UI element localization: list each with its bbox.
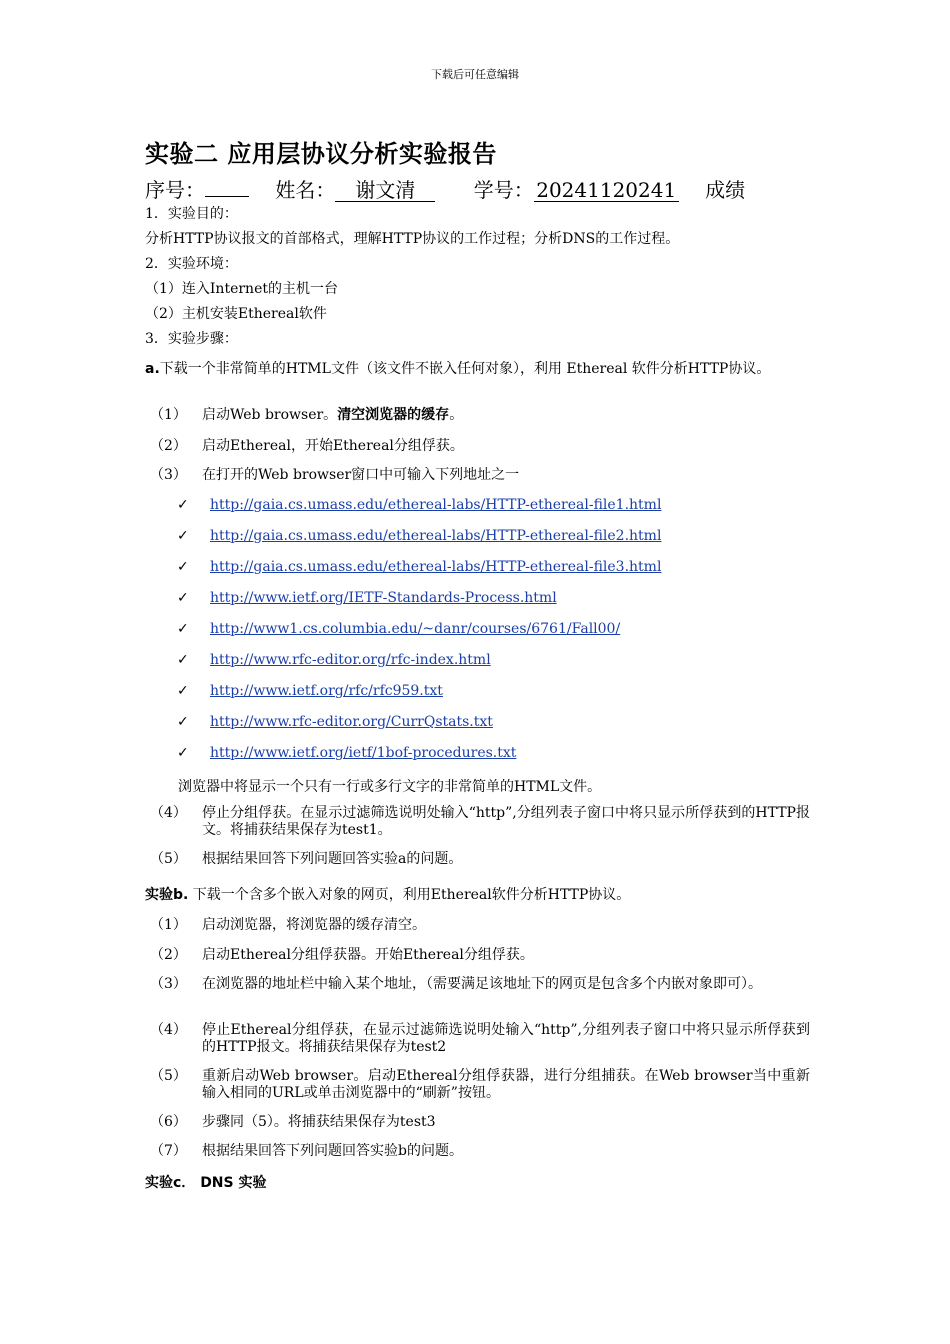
step-number: （2）: [150, 438, 187, 454]
url-link[interactable]: http://www.rfc-editor.org/CurrQstats.txt: [210, 714, 493, 730]
exp-a-step: [150, 805, 810, 839]
checkmark-icon: ✓: [177, 621, 189, 637]
exp-a-step: [150, 438, 810, 455]
exp-b-step: [150, 976, 810, 993]
student-id-label: 学号：: [473, 178, 534, 202]
url-list-item: [177, 590, 557, 606]
step-number: （4）: [150, 805, 187, 821]
student-info-row: [145, 174, 745, 203]
url-link[interactable]: http://www.rfc-editor.org/rfc-index.html: [210, 652, 491, 668]
step-number: （4）: [150, 1022, 187, 1038]
exp-b-step: [150, 1114, 810, 1131]
step-number: （3）: [150, 467, 187, 483]
browser-note: 浏览器中将显示一个只有一行或多行文字的非常简单的HTML文件。: [178, 779, 602, 795]
step-text: 在打开的Web browser窗口中可输入下列地址之一: [202, 467, 520, 483]
exp-a-intro-text: 下载一个非常简单的HTML文件（该文件不嵌入任何对象），利用 Ethereal 软件分析HTTP协议。: [159, 361, 771, 377]
step-text: 根据结果回答下列问题回答实验a的问题。: [202, 851, 463, 867]
exp-b-step: [150, 917, 810, 934]
step-number: （7）: [150, 1143, 187, 1159]
name-label: 姓名：: [275, 178, 336, 202]
step-number: （6）: [150, 1114, 187, 1130]
step-text: 停止分组俘获。在显示过滤筛选说明处输入“http”,分组列表子窗口中将只显示所俘获到的HTTP报文。将捕获结果保存为test1。: [202, 805, 810, 838]
url-list-item: [177, 745, 516, 761]
exp-b-label: 实验b.: [145, 887, 189, 903]
url-list-item: [177, 621, 620, 637]
environment-heading: 2．实验环境：: [145, 256, 238, 272]
exp-b-step: [150, 947, 810, 964]
exp-a-step: [150, 467, 810, 484]
environment-item: （2）主机安装Ethereal软件: [145, 306, 327, 322]
grade-label: 成绩: [705, 178, 746, 202]
url-list-item: [177, 714, 493, 730]
step-text: 启动Ethereal分组俘获器。开始Ethereal分组俘获。: [202, 947, 534, 963]
step-text: 启动Ethereal，开始Ethereal分组俘获。: [202, 438, 464, 454]
environment-item: （1）连入Internet的主机一台: [145, 281, 338, 297]
url-link[interactable]: http://gaia.cs.umass.edu/ethereal-labs/HTTP-ethereal-file1.html: [210, 497, 662, 513]
url-list-item: [177, 497, 661, 513]
url-list-item: [177, 683, 443, 699]
url-link[interactable]: http://gaia.cs.umass.edu/ethereal-labs/HTTP-ethereal-file3.html: [210, 559, 662, 575]
step-number: （1）: [150, 917, 187, 933]
purpose-text: 分析HTTP协议报文的首部格式，理解HTTP协议的工作过程；分析DNS的工作过程。: [145, 231, 680, 247]
page-header: 下载后可任意编辑: [431, 68, 519, 81]
step-number: （5）: [150, 1068, 187, 1084]
seq-label: 序号：: [145, 178, 205, 202]
name-value: 谢文清: [335, 179, 435, 202]
purpose-heading: 1．实验目的：: [145, 206, 238, 222]
checkmark-icon: ✓: [177, 528, 189, 544]
step-number: （3）: [150, 976, 187, 992]
step-number: （5）: [150, 851, 187, 867]
step-text-after: 。: [449, 407, 464, 423]
url-link[interactable]: http://www1.cs.columbia.edu/~danr/courses/6761/Fall00/: [210, 621, 621, 637]
exp-a-step: [150, 851, 810, 868]
checkmark-icon: ✓: [177, 683, 189, 699]
checkmark-icon: ✓: [177, 590, 189, 606]
exp-a-step: [150, 407, 810, 424]
url-link[interactable]: http://www.ietf.org/IETF-Standards-Process.html: [210, 590, 557, 606]
step-text: 根据结果回答下列问题回答实验b的问题。: [202, 1143, 463, 1159]
step-bold-text: 清空浏览器的缓存: [337, 407, 450, 423]
student-id-value: 20241120241: [534, 179, 679, 202]
step-text: 停止Ethereal分组俘获，在显示过滤筛选说明处输入“http”,分组列表子窗口中将只显示所俘获到的HTTP报文。将捕获结果保存为test2: [202, 1022, 810, 1055]
step-number: （2）: [150, 947, 187, 963]
step-number: （1）: [150, 407, 187, 423]
checkmark-icon: ✓: [177, 652, 189, 668]
url-list-item: [177, 652, 491, 668]
checkmark-icon: ✓: [177, 714, 189, 730]
step-text: 重新启动Web browser。启动Ethereal分组俘获器，进行分组捕获。在Web browser当中重新输入相同的URL或单击浏览器中的“刷新”按钮。: [202, 1068, 810, 1101]
exp-b-intro: [145, 884, 630, 904]
exp-a-label: a.: [145, 361, 160, 377]
exp-a-intro: [145, 361, 810, 378]
exp-b-intro-text: 下载一个含多个嵌入对象的网页，利用Ethereal软件分析HTTP协议。: [192, 887, 631, 903]
url-link[interactable]: http://www.ietf.org/ietf/1bof-procedures.txt: [210, 745, 517, 761]
exp-c-heading: [145, 1172, 266, 1192]
exp-b-step: [150, 1022, 810, 1056]
step-text: 在浏览器的地址栏中输入某个地址，（需要满足该地址下的网页是包含多个内嵌对象即可）。: [202, 976, 762, 992]
checkmark-icon: ✓: [177, 497, 189, 513]
seq-value: [205, 196, 249, 197]
exp-b-step: [150, 1068, 810, 1102]
exp-b-step: [150, 1143, 810, 1160]
url-link[interactable]: http://gaia.cs.umass.edu/ethereal-labs/HTTP-ethereal-file2.html: [210, 528, 662, 544]
url-link[interactable]: http://www.ietf.org/rfc/rfc959.txt: [210, 683, 443, 699]
exp-c-label: 实验c．: [145, 1175, 196, 1191]
step-text: 步骤同（5）。将捕获结果保存为test3: [202, 1114, 436, 1130]
exp-c-title: DNS 实验: [200, 1175, 267, 1191]
checkmark-icon: ✓: [177, 559, 189, 575]
checkmark-icon: ✓: [177, 745, 189, 761]
page-title: 实验二 应用层协议分析实验报告: [145, 140, 497, 168]
step-text: 启动浏览器，将浏览器的缓存清空。: [202, 917, 426, 933]
url-list-item: [177, 559, 661, 575]
url-list-item: [177, 528, 661, 544]
steps-heading: 3．实验步骤：: [145, 331, 238, 347]
step-text: 启动Web browser。: [202, 407, 338, 423]
